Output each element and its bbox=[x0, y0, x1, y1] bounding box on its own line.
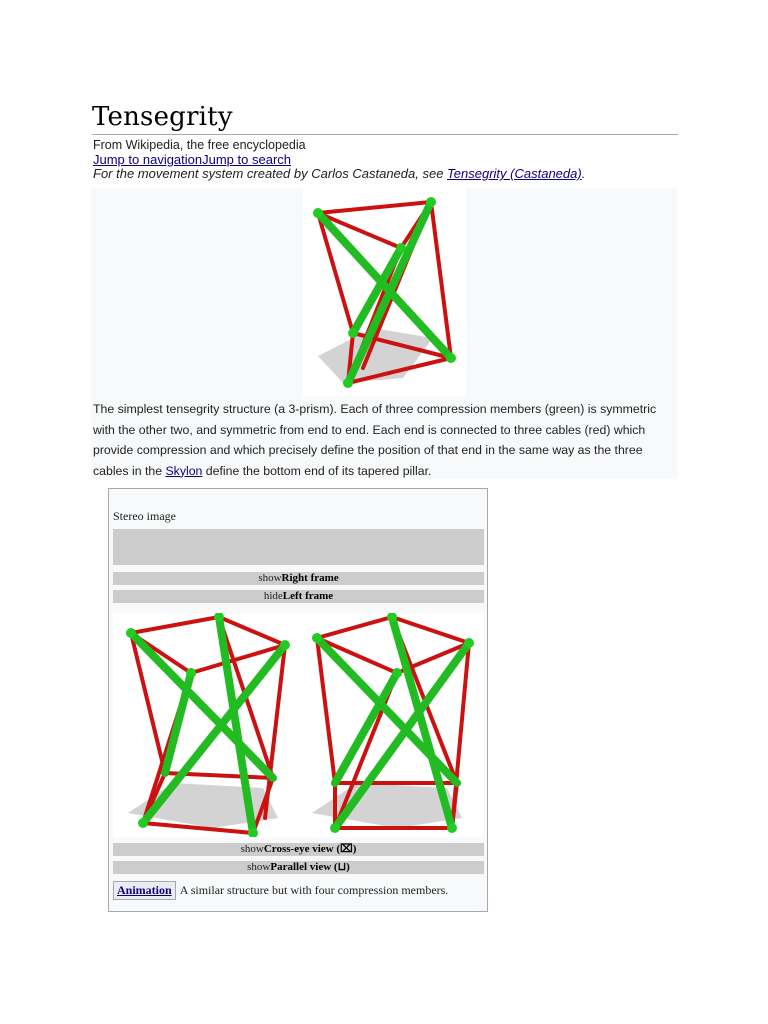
stereo-image-box bbox=[108, 488, 488, 912]
stereo-image-label: Stereo image bbox=[113, 509, 176, 523]
toggle-label: Parallel view ( bbox=[270, 861, 338, 873]
skylon-link[interactable]: Skylon bbox=[165, 463, 203, 478]
toggle-action: show bbox=[247, 861, 271, 873]
tensegrity-3prism-image[interactable] bbox=[303, 188, 466, 396]
hatnote-text: For the movement system created by Carlos Castaneda, see bbox=[93, 166, 448, 181]
show-parallel-view-toggle[interactable] bbox=[113, 861, 484, 874]
hide-left-frame-toggle[interactable] bbox=[113, 590, 484, 603]
right-frame bbox=[312, 613, 474, 833]
tensegrity-castaneda-link[interactable]: Tensegrity (Castaneda) bbox=[447, 166, 582, 181]
hatnote bbox=[93, 166, 585, 181]
toggle-action: hide bbox=[263, 590, 283, 602]
show-cross-eye-view-toggle[interactable] bbox=[113, 843, 484, 856]
site-tagline: From Wikipedia, the free encyclopedia bbox=[93, 138, 306, 152]
jump-links bbox=[93, 152, 291, 167]
jump-to-navigation-link[interactable]: Jump to navigation bbox=[93, 152, 203, 167]
jump-to-search-link[interactable]: Jump to search bbox=[202, 152, 291, 167]
hatnote-suffix: . bbox=[581, 166, 586, 181]
cross-eye-icon: ⌧ bbox=[340, 843, 353, 855]
toggle-label: Left frame bbox=[282, 590, 334, 602]
toggle-label-close: ) bbox=[352, 843, 357, 855]
animation-row bbox=[113, 881, 448, 900]
page-title: Tensegrity bbox=[92, 102, 233, 132]
toggle-label-close: ) bbox=[346, 861, 350, 873]
toggle-action: show bbox=[240, 843, 264, 855]
toggle-label: Cross-eye view ( bbox=[263, 843, 341, 855]
animation-button[interactable]: Animation bbox=[113, 881, 176, 900]
left-frame bbox=[126, 613, 290, 837]
parallel-view-icon: ⊔ bbox=[337, 861, 347, 873]
animation-description: A similar structure but with four compression members. bbox=[179, 883, 449, 897]
stereo-frames-image bbox=[113, 613, 484, 837]
figure-caption bbox=[93, 399, 673, 481]
caption-text: The simplest tensegrity structure (a 3-prism). Each of three compression members (green) is symmetric with the other two, and symmetric from end to end. Each end is connected to three cables (red) which provide compression and which precisely define the position of that end in the same way as the three cables in the bbox=[93, 402, 657, 478]
figure-box bbox=[91, 188, 677, 479]
show-right-frame-toggle[interactable] bbox=[113, 572, 484, 585]
caption-text-end: define the bottom end of its tapered pillar. bbox=[202, 463, 432, 478]
stereo-placeholder bbox=[113, 529, 484, 565]
toggle-label: Right frame bbox=[281, 572, 339, 584]
toggle-action: show bbox=[258, 572, 282, 584]
title-divider bbox=[92, 134, 678, 135]
